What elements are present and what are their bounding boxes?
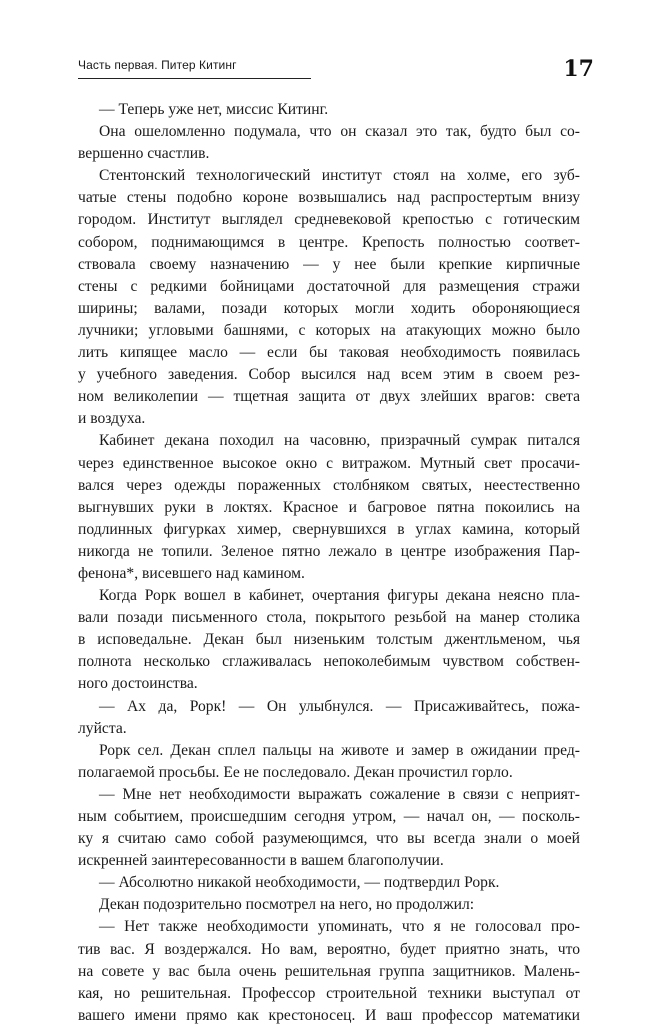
text-line: ного достоинства.: [78, 675, 198, 693]
text-line: — Теперь уже нет, миссис Китинг.: [99, 101, 329, 118]
header-rule: [78, 78, 311, 79]
text-line: тив вас. Я воздержался. Но вам, вероятно, будет приятно знать, что: [78, 940, 580, 958]
text-line: ным событием, происшедшим сегодня утром, — начал он, — посколь-: [78, 808, 580, 825]
text-line: вершенно счастлив.: [78, 145, 210, 163]
text-line: в исповедальне. Декан был низеньким толстым джентльменом, чья: [78, 631, 580, 649]
text-line: и воздуха.: [78, 410, 146, 428]
text-line: вали позади письменного стола, покрытого резьбой на манер столика: [78, 609, 580, 627]
text-line: у учебного заведения. Собор высился над всем этим в своем рез-: [78, 366, 580, 384]
text-line: Декан подозрительно посмотрел на него, но продолжил:: [99, 896, 475, 914]
text-line: вался через одежды пораженных столбняком святых, неестественно: [78, 476, 580, 494]
text-line: на совете у вас была очень решительная группа защитников. Малень-: [78, 962, 580, 980]
text-line: луйста.: [78, 719, 127, 737]
text-line: полнота несколько сглаживалась непоколебимым чувством собствен-: [78, 653, 580, 671]
text-line: чатые стены подобно короне возвышались над распростертым внизу: [78, 189, 580, 207]
text-line: Стентонский технологический институт стоял на холме, его зуб-: [99, 167, 580, 185]
text-line: Когда Рорк вошел в кабинет, очертания фигуры декана неясно пла-: [99, 587, 580, 605]
text-line: кая, но решительная. Профессор строительной техники выступал от: [78, 984, 580, 1002]
text-line: Она ошеломленно подумала, что он сказал это так, будто был со-: [99, 123, 580, 141]
text-line: лучники; угловыми башнями, с которых на атакующих можно было: [78, 321, 580, 339]
text-line: ствовала своему назначению — у нее были крепкие кирпичные: [78, 255, 580, 273]
text-line: Рорк сел. Декан сплел пальцы на животе и замер в ожидании пред-: [99, 741, 580, 759]
text-line: фенона*, висевшего над камином.: [78, 564, 305, 582]
text-line: лить кипящее масло — если бы таковая необходимость появилась: [78, 344, 580, 362]
text-line: ном великолепии — тщетная защита от двух злейших врагов: света: [78, 388, 580, 406]
text-line: городом. Институт выглядел средневековой крепостью с готическим: [78, 211, 580, 229]
running-head: Часть первая. Питер Китинг: [78, 58, 237, 72]
text-line: собором, поднимающимся в центре. Крепость полностью соответ-: [78, 233, 580, 251]
text-line: Кабинет декана походил на часовню, призрачный сумрак питался: [99, 432, 580, 450]
text-line: — Мне нет необходимости выражать сожаление в связи с неприят-: [99, 785, 580, 803]
text-line: вашего имени прямо как крестоносец. И ваш профессор математики: [78, 1006, 580, 1024]
text-line: ку я считаю само собой разумеющимся, что вы всегда знали о моей: [78, 830, 580, 848]
text-line: полагаемой просьбы. Ее не последовало. Декан прочистил горло.: [78, 763, 513, 781]
text-line: никогда не топили. Зеленое пятно лежало в центре изображения Пар-: [78, 542, 580, 560]
text-line: выгнувших руки в локтях. Красное и багровое пятна покоились на: [78, 498, 580, 516]
text-line: стены с редкими бойницами достаточной для размещения стражи: [78, 277, 580, 295]
page-number: 17: [563, 56, 594, 82]
text-line: — Абсолютно никакой необходимости, — подтвердил Рорк.: [99, 874, 500, 892]
body-text: [78, 99, 580, 1027]
text-line: — Нет также необходимости упоминать, что я не голосовал про-: [99, 918, 580, 936]
text-line: через единственное высокое окно с витражом. Мутный свет просачи-: [78, 454, 580, 472]
text-line: подлинных фигурках химер, свернувшихся в углах камина, который: [78, 520, 580, 538]
text-line: ширины; валами, позади которых могли ходить обороняющиеся: [78, 299, 580, 317]
text-line: искренней заинтересованности в вашем благополучии.: [78, 852, 444, 870]
text-line: — Ах да, Рорк! — Он улыбнулся. — Присаживайтесь, пожа-: [99, 697, 580, 715]
